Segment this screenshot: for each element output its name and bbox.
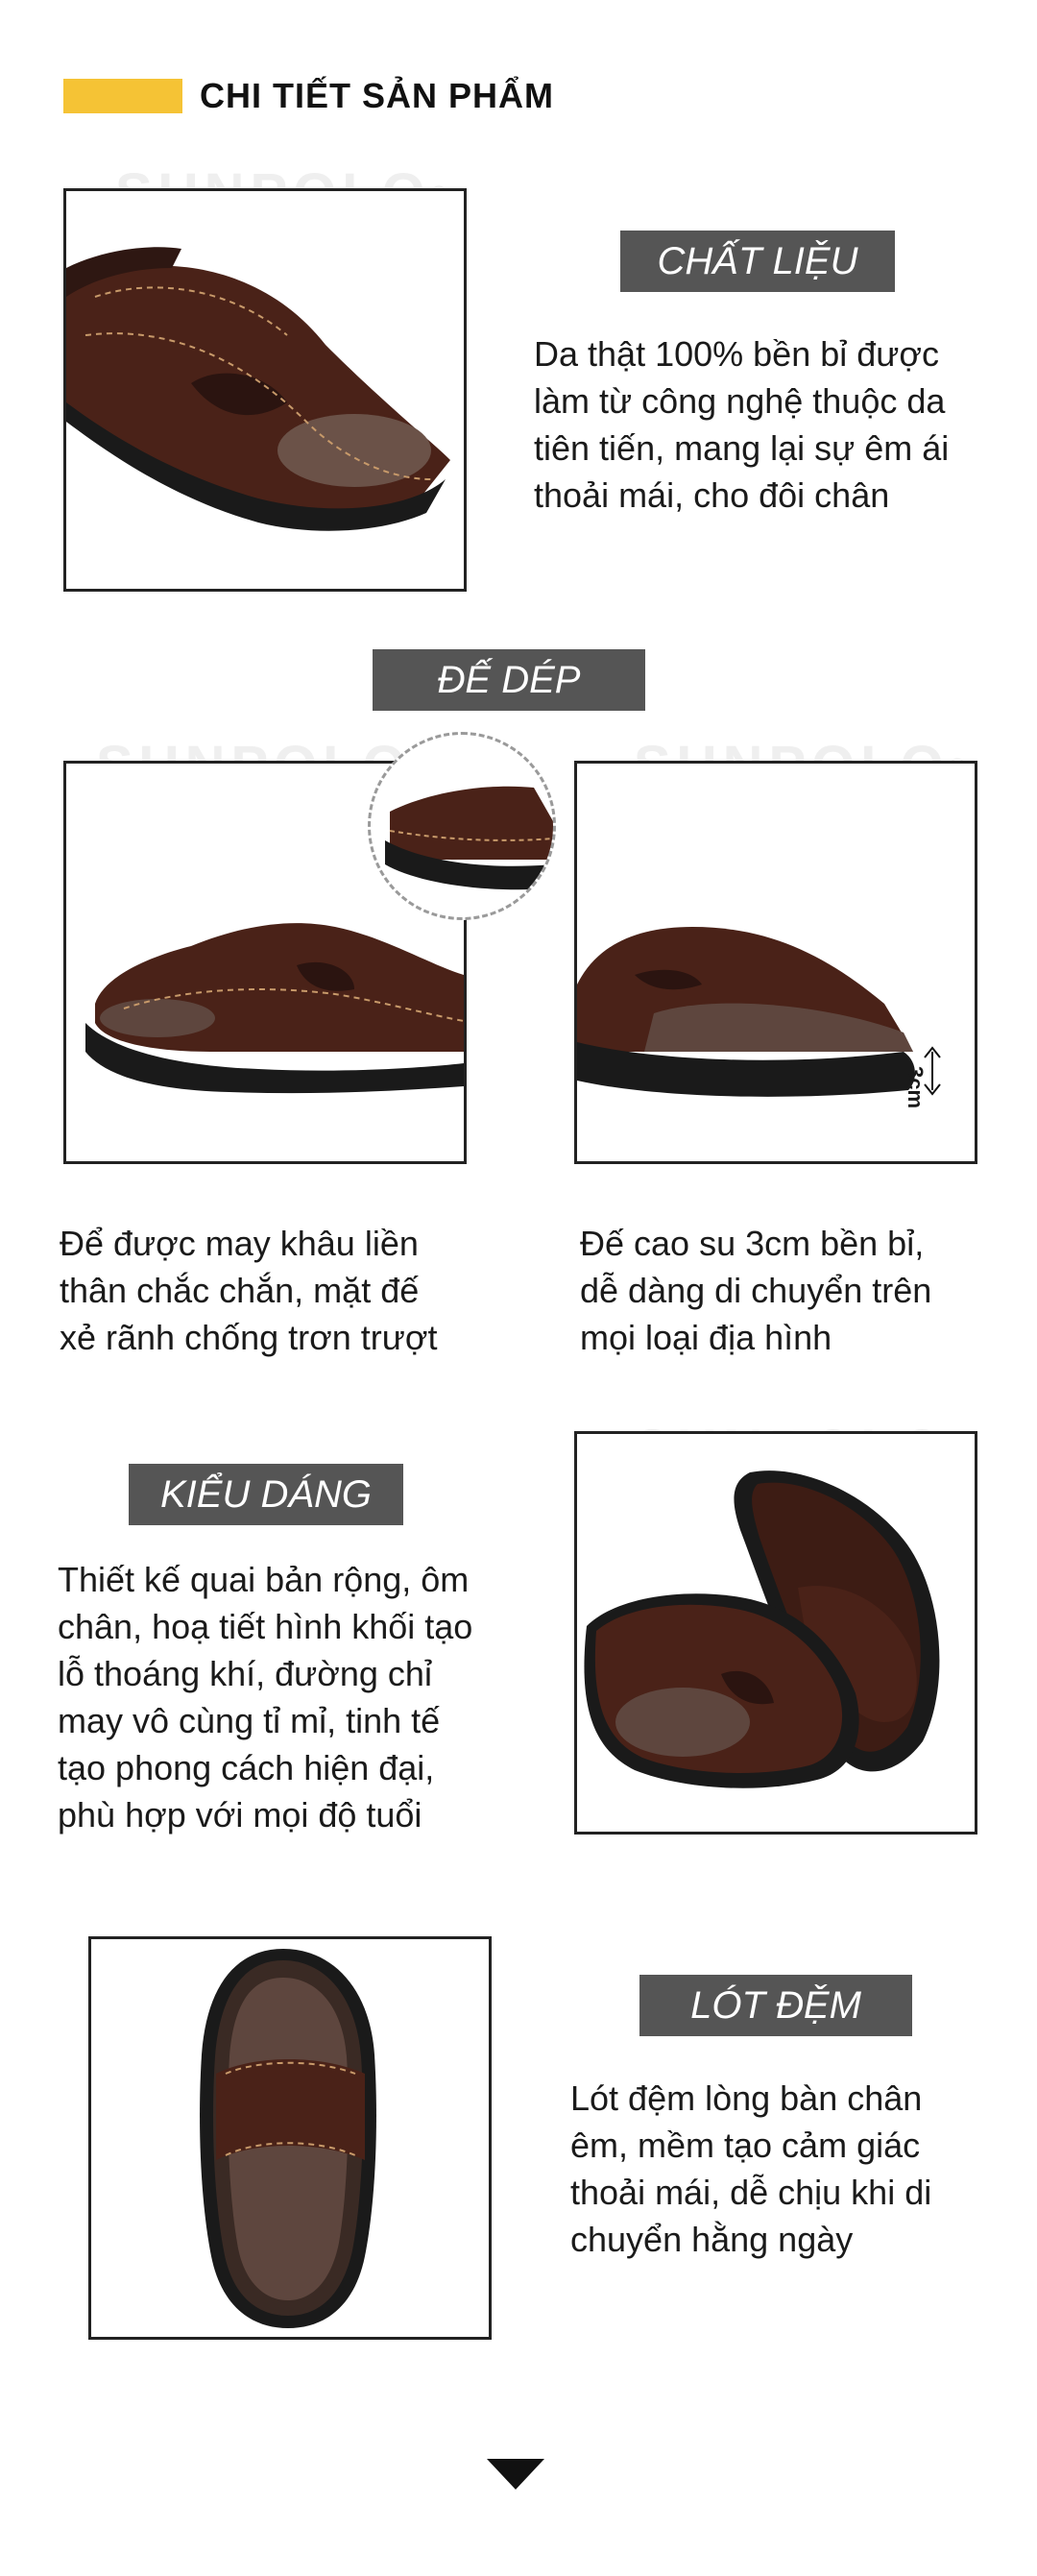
- material-label: CHẤT LIỆU: [620, 231, 895, 292]
- sole-detail-zoom: [368, 732, 556, 920]
- header-accent-bar: [63, 79, 182, 113]
- sole-label: ĐẾ DÉP: [373, 649, 645, 711]
- page-title: CHI TIẾT SẢN PHẨM: [200, 76, 555, 115]
- rubber-sole-description: Đế cao su 3cm bền bỉ, dễ dàng di chuyển trên mọi loại địa hình: [580, 1224, 932, 1357]
- scroll-down-arrow-icon[interactable]: [487, 2459, 544, 2490]
- style-label: KIỂU DÁNG: [129, 1464, 403, 1525]
- insole-label: LÓT ĐỆM: [639, 1975, 912, 2036]
- insole-description: Lót đệm lòng bàn chân êm, mềm tạo cảm giác thoải mái, dễ chịu khi di chuyển hằng ngày: [570, 2078, 932, 2259]
- sole-height-label: 3cm: [904, 1066, 928, 1109]
- sole-stitching-description: Để được may khâu liền thân chắc chắn, mặt đế xẻ rãnh chống trơn trượt: [60, 1224, 438, 1357]
- material-description: Da thật 100% bền bỉ được làm từ công nghệ thuộc da tiên tiến, mang lại sự êm ái thoải mái, cho đôi chân: [534, 334, 950, 515]
- pair-view-image: [574, 1431, 977, 1835]
- style-description: Thiết kế quai bản rộng, ôm chân, hoạ tiết hình khối tạo lỗ thoáng khí, đường chỉ may vô cùng tỉ mỉ, tinh tế tạo phong cách hiện đại, phù hợp với mọi độ tuổi: [58, 1560, 473, 1835]
- insole-top-view-image: [88, 1936, 492, 2340]
- material-closeup-image: [63, 188, 467, 592]
